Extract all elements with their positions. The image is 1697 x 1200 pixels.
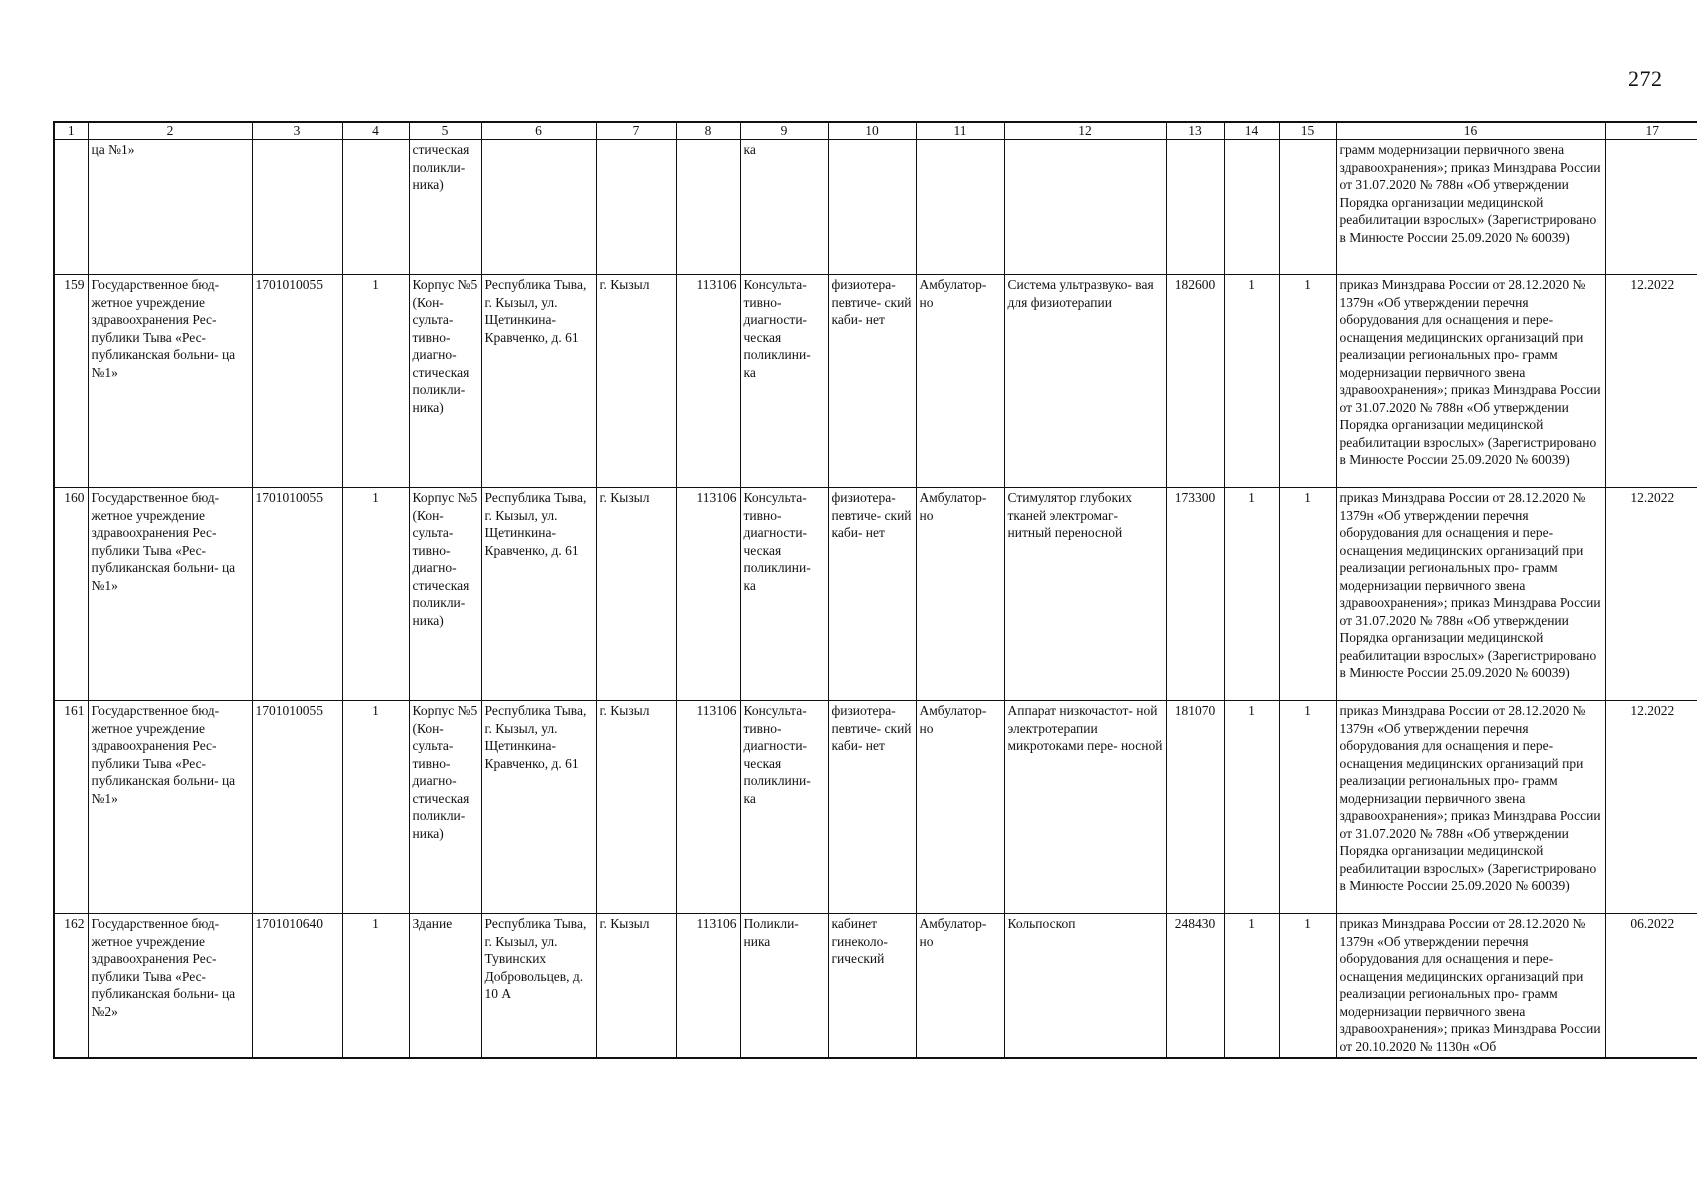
column-header: 17 [1605, 122, 1697, 140]
cell-col4: 1 [342, 914, 409, 1059]
cell-care-type: Амбулатор- но [916, 275, 1004, 488]
cell-date: 12.2022 [1605, 488, 1697, 701]
equipment-register-table [53, 121, 1697, 1059]
cell-room: физиотера- певтиче- ский каби- нет [828, 275, 916, 488]
column-header: 15 [1279, 122, 1336, 140]
cell-col13: 181070 [1166, 701, 1224, 914]
cell-col15: 1 [1279, 914, 1336, 1059]
cell-organization: ца №1» [88, 140, 252, 275]
cell-equipment [1004, 140, 1166, 275]
cell-date: 06.2022 [1605, 914, 1697, 1059]
cell-building: Корпус №5 (Кон- сульта- тивно- диагно- стическая поликли- ника) [409, 275, 481, 488]
cell-col14: 1 [1224, 488, 1279, 701]
cell-regulation: приказ Минздрава России от 28.12.2020 № 1379н «Об утверждении перечня оборудования для оснащения и пере- оснащения медицинских организаций при реализации региональных про- грамм модернизации первичного звена здравоохранения»; приказ Минздрава России от 20.10.2020 № 1130н «Об [1336, 914, 1605, 1059]
table-row [54, 488, 1697, 701]
column-header: 4 [342, 122, 409, 140]
column-header: 13 [1166, 122, 1224, 140]
cell-city: г. Кызыл [596, 914, 676, 1059]
cell-care-type [916, 140, 1004, 275]
cell-regulation: приказ Минздрава России от 28.12.2020 № 1379н «Об утверждении перечня оборудования для оснащения и пере- оснащения медицинских организаций при реализации региональных про- грамм модернизации первичного звена здравоохранения»; приказ Минздрава России от 31.07.2020 № 788н «Об утверждении Порядка организации медицинской реабилитации взрослых» (Зарегистрировано в Минюсте России 25.09.2020 № 60039) [1336, 701, 1605, 914]
cell-room: физиотера- певтиче- ский каби- нет [828, 488, 916, 701]
column-header: 12 [1004, 122, 1166, 140]
table-row [54, 275, 1697, 488]
cell-building: Здание [409, 914, 481, 1059]
cell-city: г. Кызыл [596, 275, 676, 488]
cell-index [676, 140, 740, 275]
cell-address: Республика Тыва, г. Кызыл, ул. Щетинкина- Кравченко, д. 61 [481, 275, 596, 488]
cell-equipment: Аппарат низкочастот- ной электротерапии микротоками пере- носной [1004, 701, 1166, 914]
cell-room [828, 140, 916, 275]
column-header: 10 [828, 122, 916, 140]
cell-index: 113106 [676, 914, 740, 1059]
column-header: 9 [740, 122, 828, 140]
cell-organization: Государственное бюд- жетное учреждение здравоохранения Рес- публики Тыва «Рес- публиканская больни- ца №2» [88, 914, 252, 1059]
cell-regulation: приказ Минздрава России от 28.12.2020 № 1379н «Об утверждении перечня оборудования для оснащения и пере- оснащения медицинских организаций при реализации региональных про- грамм модернизации первичного звена здравоохранения»; приказ Минздрава России от 31.07.2020 № 788н «Об утверждении Порядка организации медицинской реабилитации взрослых» (Зарегистрировано в Минюсте России 25.09.2020 № 60039) [1336, 488, 1605, 701]
cell-building: Корпус №5 (Кон- сульта- тивно- диагно- стическая поликли- ника) [409, 701, 481, 914]
cell-equipment: Стимулятор глубоких тканей электромаг- нитный переносной [1004, 488, 1166, 701]
page-number: 272 [1628, 66, 1663, 91]
cell-index: 113106 [676, 488, 740, 701]
column-header: 7 [596, 122, 676, 140]
cell-col4: 1 [342, 275, 409, 488]
cell-col4 [342, 140, 409, 275]
column-header: 5 [409, 122, 481, 140]
column-header: 16 [1336, 122, 1605, 140]
cell-organization: Государственное бюд- жетное учреждение здравоохранения Рес- публики Тыва «Рес- публиканская больни- ца №1» [88, 701, 252, 914]
cell-city [596, 140, 676, 275]
cell-col13: 248430 [1166, 914, 1224, 1059]
cell-equipment: Система ультразвуко- вая для физиотерапии [1004, 275, 1166, 488]
cell-col14: 1 [1224, 914, 1279, 1059]
cell-room: физиотера- певтиче- ский каби- нет [828, 701, 916, 914]
column-header: 14 [1224, 122, 1279, 140]
cell-department: ка [740, 140, 828, 275]
cell-address: Республика Тыва, г. Кызыл, ул. Щетинкина- Кравченко, д. 61 [481, 701, 596, 914]
cell-room: кабинет гинеколо- гический [828, 914, 916, 1059]
column-header: 3 [252, 122, 342, 140]
cell-col13: 173300 [1166, 488, 1224, 701]
cell-code: 1701010055 [252, 701, 342, 914]
cell-care-type: Амбулатор- но [916, 701, 1004, 914]
cell-date [1605, 140, 1697, 275]
cell-col14: 1 [1224, 701, 1279, 914]
cell-number: 161 [54, 701, 88, 914]
cell-number: 159 [54, 275, 88, 488]
column-header: 1 [54, 122, 88, 140]
cell-code [252, 140, 342, 275]
cell-code: 1701010055 [252, 275, 342, 488]
column-header: 8 [676, 122, 740, 140]
cell-col14: 1 [1224, 275, 1279, 488]
cell-building: Корпус №5 (Кон- сульта- тивно- диагно- стическая поликли- ника) [409, 488, 481, 701]
cell-department: Консульта- тивно- диагности- ческая поликлини- ка [740, 275, 828, 488]
cell-col15 [1279, 140, 1336, 275]
table-row [54, 914, 1697, 1059]
header-row [54, 122, 1697, 140]
cell-date: 12.2022 [1605, 275, 1697, 488]
cell-city: г. Кызыл [596, 488, 676, 701]
cell-code: 1701010055 [252, 488, 342, 701]
cell-col4: 1 [342, 488, 409, 701]
cell-organization: Государственное бюд- жетное учреждение здравоохранения Рес- публики Тыва «Рес- публиканская больни- ца №1» [88, 275, 252, 488]
cell-address [481, 140, 596, 275]
cell-number [54, 140, 88, 275]
column-header: 6 [481, 122, 596, 140]
cell-col15: 1 [1279, 275, 1336, 488]
cell-col13: 182600 [1166, 275, 1224, 488]
cell-department: Консульта- тивно- диагности- ческая поликлини- ка [740, 701, 828, 914]
cell-address: Республика Тыва, г. Кызыл, ул. Щетинкина- Кравченко, д. 61 [481, 488, 596, 701]
cell-care-type: Амбулатор- но [916, 488, 1004, 701]
cell-care-type: Амбулатор- но [916, 914, 1004, 1059]
cell-index: 113106 [676, 275, 740, 488]
table-row [54, 701, 1697, 914]
cell-department: Консульта- тивно- диагности- ческая поликлини- ка [740, 488, 828, 701]
cell-address: Республика Тыва, г. Кызыл, ул. Тувинских Добровольцев, д. 10 А [481, 914, 596, 1059]
cell-number: 162 [54, 914, 88, 1059]
cell-col4: 1 [342, 701, 409, 914]
cell-building: стическая поликли- ника) [409, 140, 481, 275]
cell-col15: 1 [1279, 701, 1336, 914]
table-row-continuation [54, 140, 1697, 275]
cell-date: 12.2022 [1605, 701, 1697, 914]
cell-col15: 1 [1279, 488, 1336, 701]
cell-equipment: Кольпоскоп [1004, 914, 1166, 1059]
column-header: 2 [88, 122, 252, 140]
cell-col14 [1224, 140, 1279, 275]
cell-organization: Государственное бюд- жетное учреждение здравоохранения Рес- публики Тыва «Рес- публиканская больни- ца №1» [88, 488, 252, 701]
cell-department: Поликли- ника [740, 914, 828, 1059]
cell-regulation: приказ Минздрава России от 28.12.2020 № 1379н «Об утверждении перечня оборудования для оснащения и пере- оснащения медицинских организаций при реализации региональных про- грамм модернизации первичного звена здравоохранения»; приказ Минздрава России от 31.07.2020 № 788н «Об утверждении Порядка организации медицинской реабилитации взрослых» (Зарегистрировано в Минюсте России 25.09.2020 № 60039) [1336, 275, 1605, 488]
cell-regulation: грамм модернизации первичного звена здравоохранения»; приказ Минздрава России от 31.07.2020 № 788н «Об утверждении Порядка организации медицинской реабилитации взрослых» (Зарегистрировано в Минюсте России 25.09.2020 № 60039) [1336, 140, 1605, 275]
cell-col13 [1166, 140, 1224, 275]
column-header: 11 [916, 122, 1004, 140]
cell-city: г. Кызыл [596, 701, 676, 914]
cell-index: 113106 [676, 701, 740, 914]
cell-number: 160 [54, 488, 88, 701]
cell-code: 1701010640 [252, 914, 342, 1059]
